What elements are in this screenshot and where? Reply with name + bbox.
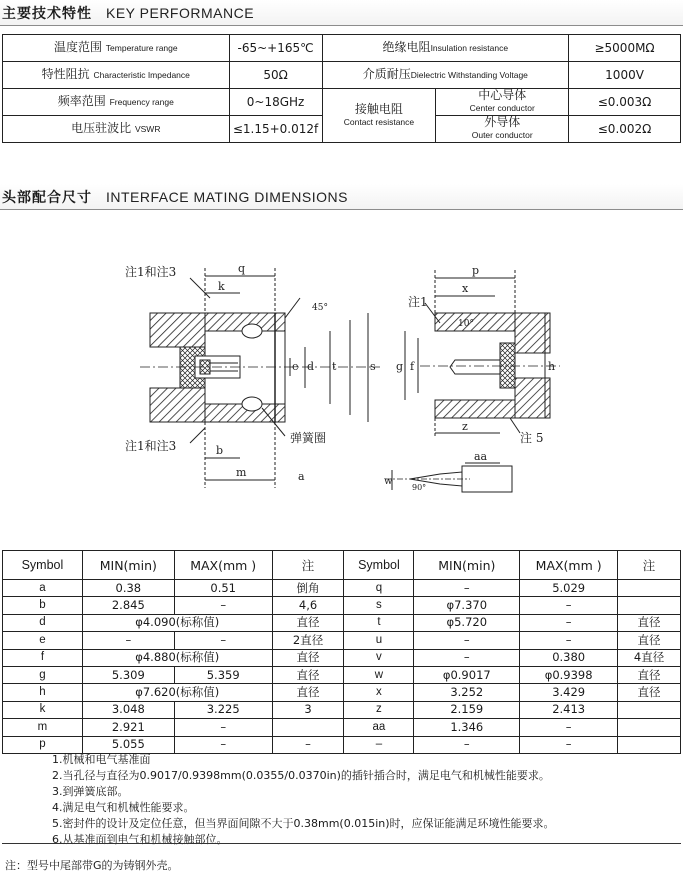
jack-note-13-top: 注1和注3: [125, 265, 177, 279]
min-cell: 5.309: [82, 666, 174, 683]
perf-section-header: [0, 0, 683, 26]
max-cell: 5.029: [520, 580, 618, 597]
plug-note-1: 注1: [408, 295, 428, 309]
max-cell: φ0.9398: [520, 666, 618, 683]
dim-a: a: [298, 470, 305, 483]
min-cell: 2.921: [82, 719, 174, 736]
note-cell: 4,6: [272, 597, 344, 614]
max-cell: 0.380: [520, 649, 618, 666]
table-row: [3, 35, 681, 62]
table-row: [3, 684, 681, 701]
max-cell: –: [520, 736, 618, 753]
symbol-cell: –: [344, 736, 414, 753]
min-cell: φ7.370: [414, 597, 520, 614]
note-cell: 倒角: [272, 580, 344, 597]
min-cell: 3.048: [82, 701, 174, 718]
interface-title-cn: 头部配合尺寸: [2, 189, 92, 206]
symbol-cell: q: [344, 580, 414, 597]
dim-z: z: [462, 420, 468, 433]
symbol-cell: b: [3, 597, 83, 614]
dielectric-value: 1000V: [569, 62, 681, 89]
symbol-cell: h: [3, 684, 83, 701]
note-cell: 3: [272, 701, 344, 718]
symbol-cell: k: [3, 701, 83, 718]
table-row: [3, 649, 681, 666]
jack-drawing: [140, 268, 380, 488]
note-cell: [618, 597, 681, 614]
note-item: 2.当孔径与直径为0.9017/0.9398mm(0.0355/0.0370in)的插针插合时，满足电气和机械性能要求。: [52, 769, 550, 782]
nominal-cell: φ7.620(标称值): [82, 684, 272, 701]
max-cell: 3.429: [520, 684, 618, 701]
temp-value: -65~+165℃: [229, 35, 322, 62]
note-cell: 直径: [618, 666, 681, 683]
dim-aa: aa: [474, 450, 488, 463]
note-cell: –: [272, 736, 344, 753]
header-min: MIN(min): [414, 551, 520, 580]
note-cell: [272, 719, 344, 736]
perf-title-en: KEY PERFORMANCE: [106, 4, 255, 21]
min-cell: 2.159: [414, 701, 520, 718]
dimensions-table: [2, 550, 681, 754]
max-cell: –: [520, 614, 618, 631]
table-row: [3, 597, 681, 614]
note-cell: 直径: [618, 632, 681, 649]
note-cell: 直径: [272, 666, 344, 683]
vswr-label: 电压驻波比 VSWR: [3, 116, 230, 143]
max-cell: –: [174, 719, 272, 736]
interface-section-header: [0, 184, 683, 210]
table-row: [3, 719, 681, 736]
insulation-value: ≥5000MΩ: [569, 35, 681, 62]
min-cell: –: [414, 736, 520, 753]
contact-label: 接触电阻 Contact resistance: [322, 89, 436, 143]
interface-drawing: [0, 258, 683, 548]
angle-10-label: 10°: [458, 319, 474, 329]
dim-h: h: [548, 360, 556, 373]
table-row: [3, 580, 681, 597]
outer-label: 外导体 Outer conductor: [436, 116, 569, 143]
impedance-label: 特性阻抗 Characteristic Impedance: [3, 62, 230, 89]
max-cell: 3.225: [174, 701, 272, 718]
note-cell: [618, 580, 681, 597]
angle-45-label: 45°: [312, 303, 328, 313]
plug-note-5: 注 5: [520, 431, 544, 445]
table-row: [3, 89, 681, 116]
center-value: ≤0.003Ω: [569, 89, 681, 116]
note-cell: 直径: [272, 649, 344, 666]
header-symbol: Symbol: [344, 551, 414, 580]
footnote: 注：型号中尾部带G的为铸钢外壳。: [5, 859, 179, 872]
symbol-cell: t: [344, 614, 414, 631]
symbol-cell: e: [3, 632, 83, 649]
symbol-cell: m: [3, 719, 83, 736]
note-cell: 直径: [618, 614, 681, 631]
note-item: 6.从基准面到电气和机械接触部位。: [52, 833, 228, 846]
dim-k: k: [218, 280, 225, 293]
frequency-label: 频率范围 Frequency range: [3, 89, 230, 116]
symbol-cell: x: [344, 684, 414, 701]
frequency-value: 0~18GHz: [229, 89, 322, 116]
note-cell: [618, 736, 681, 753]
table-row: [3, 666, 681, 683]
max-cell: 0.51: [174, 580, 272, 597]
note-item: 1.机械和电气基准面: [52, 753, 151, 766]
max-cell: –: [520, 632, 618, 649]
note-cell: 2直径: [272, 632, 344, 649]
note-item: 4.满足电气和机械性能要求。: [52, 801, 195, 814]
min-cell: 3.252: [414, 684, 520, 701]
nominal-cell: φ4.880(标称值): [82, 649, 272, 666]
max-cell: –: [174, 736, 272, 753]
performance-table: [2, 34, 681, 143]
header-max: MAX(mm ): [520, 551, 618, 580]
max-cell: –: [520, 597, 618, 614]
symbol-cell: w: [344, 666, 414, 683]
note-cell: [618, 701, 681, 718]
vswr-value: ≤1.15+0.012f: [229, 116, 322, 143]
header-min: MIN(min): [82, 551, 174, 580]
dielectric-label: 介质耐压Dielectric Withstanding Voltage: [322, 62, 569, 89]
symbol-cell: z: [344, 701, 414, 718]
symbol-cell: v: [344, 649, 414, 666]
dim-g: g: [396, 360, 404, 373]
min-cell: φ5.720: [414, 614, 520, 631]
dim-m: m: [236, 466, 247, 479]
dim-x: x: [462, 282, 469, 295]
center-label: 中心导体 Center conductor: [436, 89, 569, 116]
nominal-cell: φ4.090(标称值): [82, 614, 272, 631]
symbol-cell: a: [3, 580, 83, 597]
note-item: 5.密封件的设计及定位任意，但当界面间隙不大于0.38mm(0.015in)时，应保证能满足环境性能要求。: [52, 817, 555, 830]
min-cell: 0.38: [82, 580, 174, 597]
header-note: 注: [618, 551, 681, 580]
max-cell: –: [174, 597, 272, 614]
max-cell: –: [174, 632, 272, 649]
symbol-cell: g: [3, 666, 83, 683]
header-symbol: Symbol: [3, 551, 83, 580]
interface-title-en: INTERFACE MATING DIMENSIONS: [106, 188, 348, 205]
angle-90-label: 90°: [412, 483, 427, 492]
min-cell: –: [414, 580, 520, 597]
symbol-cell: s: [344, 597, 414, 614]
note-cell: 直径: [272, 614, 344, 631]
dim-f: f: [410, 360, 415, 373]
min-cell: –: [82, 632, 174, 649]
min-cell: 5.055: [82, 736, 174, 753]
spring-label: 弹簧圈: [290, 431, 327, 445]
note-cell: [618, 719, 681, 736]
impedance-value: 50Ω: [229, 62, 322, 89]
note-cell: 4直径: [618, 649, 681, 666]
dim-w: w: [384, 476, 393, 487]
notes-list: [52, 752, 555, 848]
divider: [2, 843, 681, 844]
symbol-cell: d: [3, 614, 83, 631]
symbol-cell: p: [3, 736, 83, 753]
symbol-cell: aa: [344, 719, 414, 736]
min-cell: 1.346: [414, 719, 520, 736]
note-cell: 直径: [272, 684, 344, 701]
table-row: [3, 632, 681, 649]
note-cell: 直径: [618, 684, 681, 701]
min-cell: –: [414, 632, 520, 649]
dim-e: e: [292, 360, 299, 373]
table-row: [3, 701, 681, 718]
dim-d: d: [307, 360, 315, 373]
min-cell: φ0.9017: [414, 666, 520, 683]
dim-p: p: [472, 264, 480, 277]
max-cell: 2.413: [520, 701, 618, 718]
dim-s: s: [370, 360, 376, 373]
symbol-cell: f: [3, 649, 83, 666]
table-row: [3, 736, 681, 753]
temp-label: 温度范围 Temperature range: [3, 35, 230, 62]
table-row: [3, 614, 681, 631]
max-cell: 5.359: [174, 666, 272, 683]
outer-value: ≤0.002Ω: [569, 116, 681, 143]
dim-b: b: [216, 444, 224, 457]
insulation-label: 绝缘电阻Insulation resistance: [322, 35, 569, 62]
table-row: [3, 62, 681, 89]
table-header-row: [3, 551, 681, 580]
jack-note-13-bottom: 注1和注3: [125, 439, 177, 453]
max-cell: –: [520, 719, 618, 736]
perf-title-cn: 主要技术特性: [2, 5, 92, 22]
dim-t: t: [332, 360, 337, 373]
header-note: 注: [272, 551, 344, 580]
header-max: MAX(mm ): [174, 551, 272, 580]
note-item: 3.到弹簧底部。: [52, 785, 129, 798]
min-cell: 2.845: [82, 597, 174, 614]
dim-q: q: [238, 262, 246, 275]
symbol-cell: u: [344, 632, 414, 649]
min-cell: –: [414, 649, 520, 666]
